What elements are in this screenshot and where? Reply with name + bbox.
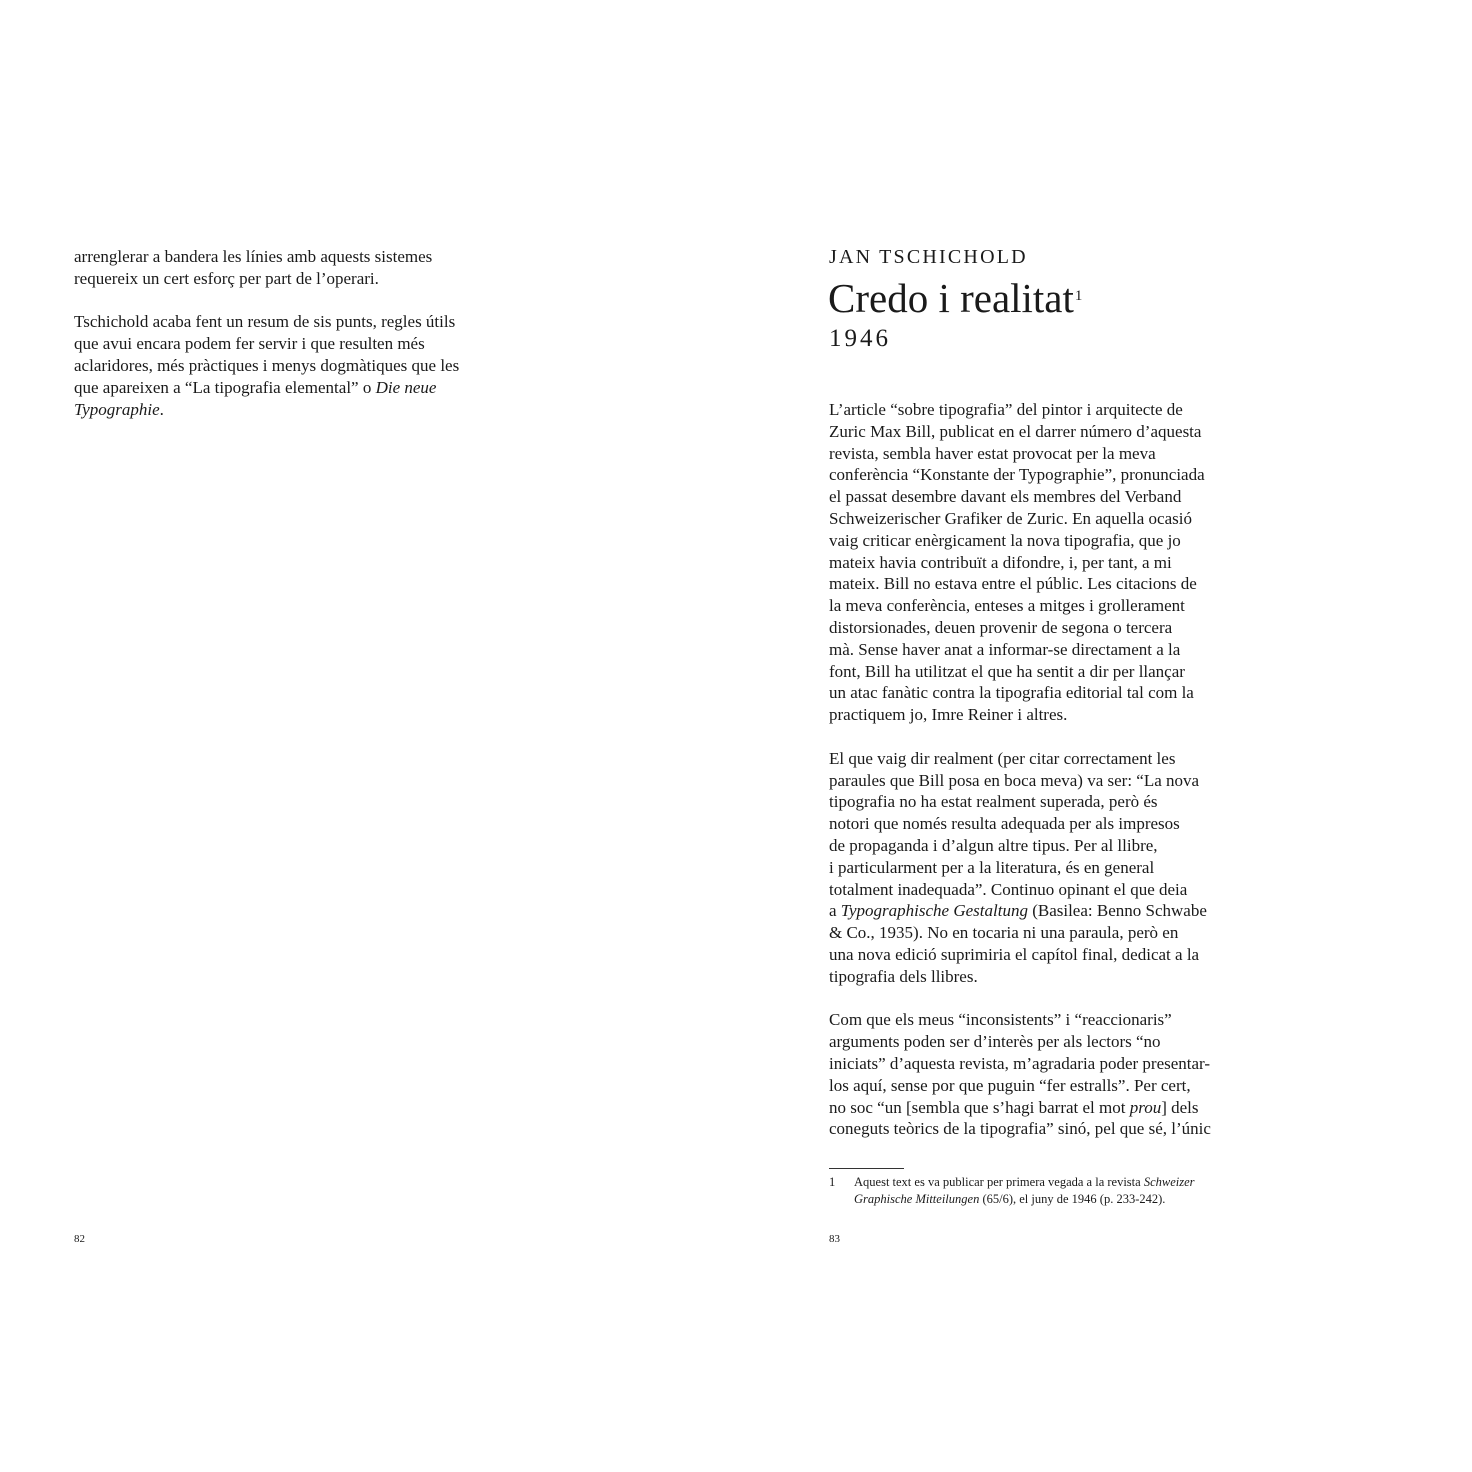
text-run: (65/6), el juny de 1946 (p. 233-242).	[979, 1192, 1166, 1206]
text-run: El que vaig dir realment (per citar correctament les paraules que Bill posa en boca meva) va ser: “La nova tipografia no ha estat realment superada, però és notori que només resulta adequada per als impresos de propaganda i d’algun altre tipus. Per al llibre, i particularment per a la literatura, és en general totalment inadequada”. Continuo opinant el que deia a	[829, 748, 1200, 921]
title-footnote-ref: 1	[1074, 288, 1083, 304]
text-run: Com que els meus “inconsistents” i “reaccionaris” arguments poden ser d’interès per als lectors “no iniciats” d’aquesta revista, m’agradaria poder presentar- los aquí, sense por que puguin “fer estralls”. Per cert, no soc “un [sembla que s’hagi barrat el mot	[829, 1010, 1211, 1117]
italic-run: prou	[1129, 1097, 1162, 1117]
page-number-right: 83	[829, 1233, 840, 1245]
right-body-text	[829, 399, 1299, 1140]
footnote-text	[854, 1174, 1264, 1208]
paragraph	[829, 748, 1299, 988]
text-run: .	[159, 399, 164, 419]
text-run: (Basilea: Benno Schwabe & Co., 1935). No en tocaria ni una paraula, però en una nova edició suprimiria el capítol final, dedicat a la tipografia dels llibres.	[829, 901, 1207, 986]
right-page	[736, 0, 1472, 1472]
footnote-number: 1	[829, 1175, 836, 1189]
italic-run: Die neue Typographie	[74, 377, 437, 419]
paragraph	[829, 1009, 1299, 1140]
italic-run: Typographische Gestaltung	[840, 901, 1028, 921]
text-run: L’article “sobre tipografia” del pintor i arquitecte de Zuric Max Bill, publicat en el darrer número d’aquesta revista, sembla haver estat provocat per la meva conferència “Konstante der Typographie”, pronunciada el passat desembre davant els membres del Verband Schweizerischer Grafiker de Zuric. En aquella ocasió vaig criticar enèrgicament la nova tipografia, que jo mateix havia contribuït a difondre, i, per tant, a mi mateix. Bill no estava entre el públic. Les citacions de la meva conferència, enteses a mitges i grollerament distorsionades, deuen provenir de segona o tercera mà. Sense haver anat a informar-se directament a la font, Bill ha utilitzat el que ha sentit a dir per llançar un atac fanàtic contra la tipografia editorial tal com la practiquem jo, Imre Reiner i altres.	[829, 400, 1205, 725]
article-author: JAN TSCHICHOLD	[829, 246, 1028, 268]
paragraph	[829, 399, 1299, 726]
text-run: Tschichold acaba fent un resum de sis punts, regles útils que avui encara podem fer servir i que resulten més aclaridores, més pràctiques i menys dogmàtiques que les que apareixen a “La tipografia elemental” o	[74, 312, 460, 397]
footnote-divider	[829, 1168, 904, 1169]
paragraph	[74, 246, 544, 290]
article-title-text: Credo i realitat	[828, 275, 1074, 321]
text-run: ] dels coneguts teòrics de la tipografia” sinó, pel que sé, l’únic	[829, 1097, 1211, 1139]
text-run: Aquest text es va publicar per primera vegada a la revista	[854, 1175, 1144, 1189]
left-body-text	[74, 246, 544, 420]
paragraph	[74, 311, 544, 420]
article-year: 1946	[829, 325, 891, 352]
italic-run: Schweizer Graphische Mitteilungen	[854, 1175, 1195, 1206]
page-number-left: 82	[74, 1233, 85, 1245]
text-run: arrenglerar a bandera les línies amb aquests sistemes requereix un cert esforç per part de l’operari.	[74, 247, 433, 288]
